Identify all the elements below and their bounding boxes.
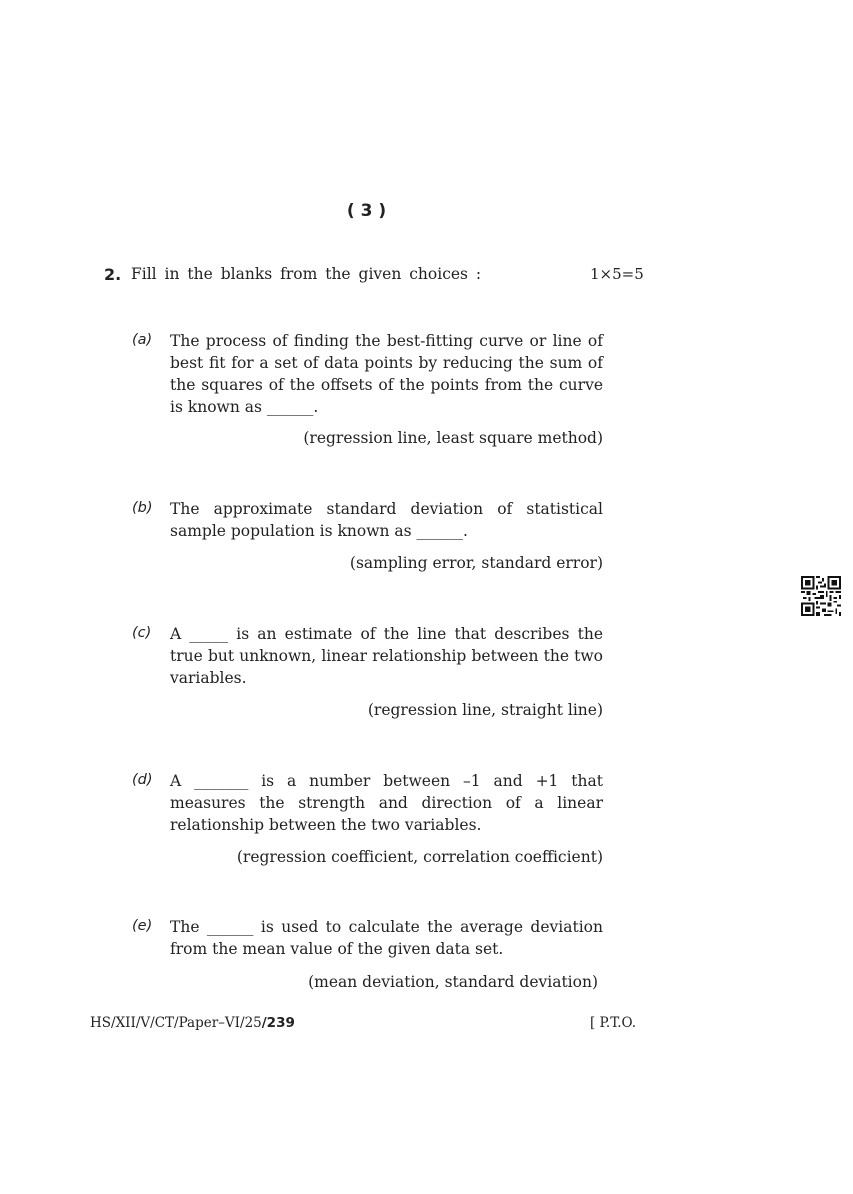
part-c-choices: (regression line, straight line) [367, 701, 603, 719]
part-d-choices: (regression coefficient, correlation coefficient) [236, 848, 603, 866]
question-number: 2. [104, 265, 122, 284]
question-instruction: Fill in the blanks from the given choices : [131, 265, 482, 283]
part-b-label: (b) [132, 500, 153, 516]
pto-note: [ P.T.O. [590, 1015, 637, 1031]
part-d-text: A _______ is a number between –1 and +1 that measures the strength and direction of a linear relationship between the two variables. [170, 772, 603, 834]
paper-code-suffix: /239 [261, 1015, 295, 1031]
paper-code-prefix: HS/XII/V/CT/Paper–VI/25 [90, 1015, 262, 1031]
part-e-label: (e) [132, 918, 153, 934]
part-a-text: The process of finding the best-fitting curve or line of best fit for a set of data points by reducing the sum of the squares of the offsets of the points from the curve is known as ______. [170, 332, 603, 416]
paper-code [90, 1015, 295, 1031]
qr-code-icon [801, 576, 841, 616]
part-b-choices: (sampling error, standard error) [349, 554, 603, 572]
part-b-text: The approximate standard deviation of statistical sample population is known as ______. [170, 500, 603, 540]
part-e-text: The ______ is used to calculate the average deviation from the mean value of the given data set. [170, 918, 603, 958]
part-c-label: (c) [132, 625, 152, 641]
part-e-choices: (mean deviation, standard deviation) [308, 973, 598, 991]
part-c-text: A _____ is an estimate of the line that describes the true but unknown, linear relationship between the two variables. [170, 625, 603, 687]
part-a-label: (a) [132, 332, 153, 348]
part-a-choices: (regression line, least square method) [303, 429, 603, 447]
page-number: ( 3 ) [346, 201, 387, 221]
question-marks: 1×5=5 [590, 265, 644, 283]
part-d-label: (d) [132, 772, 153, 788]
